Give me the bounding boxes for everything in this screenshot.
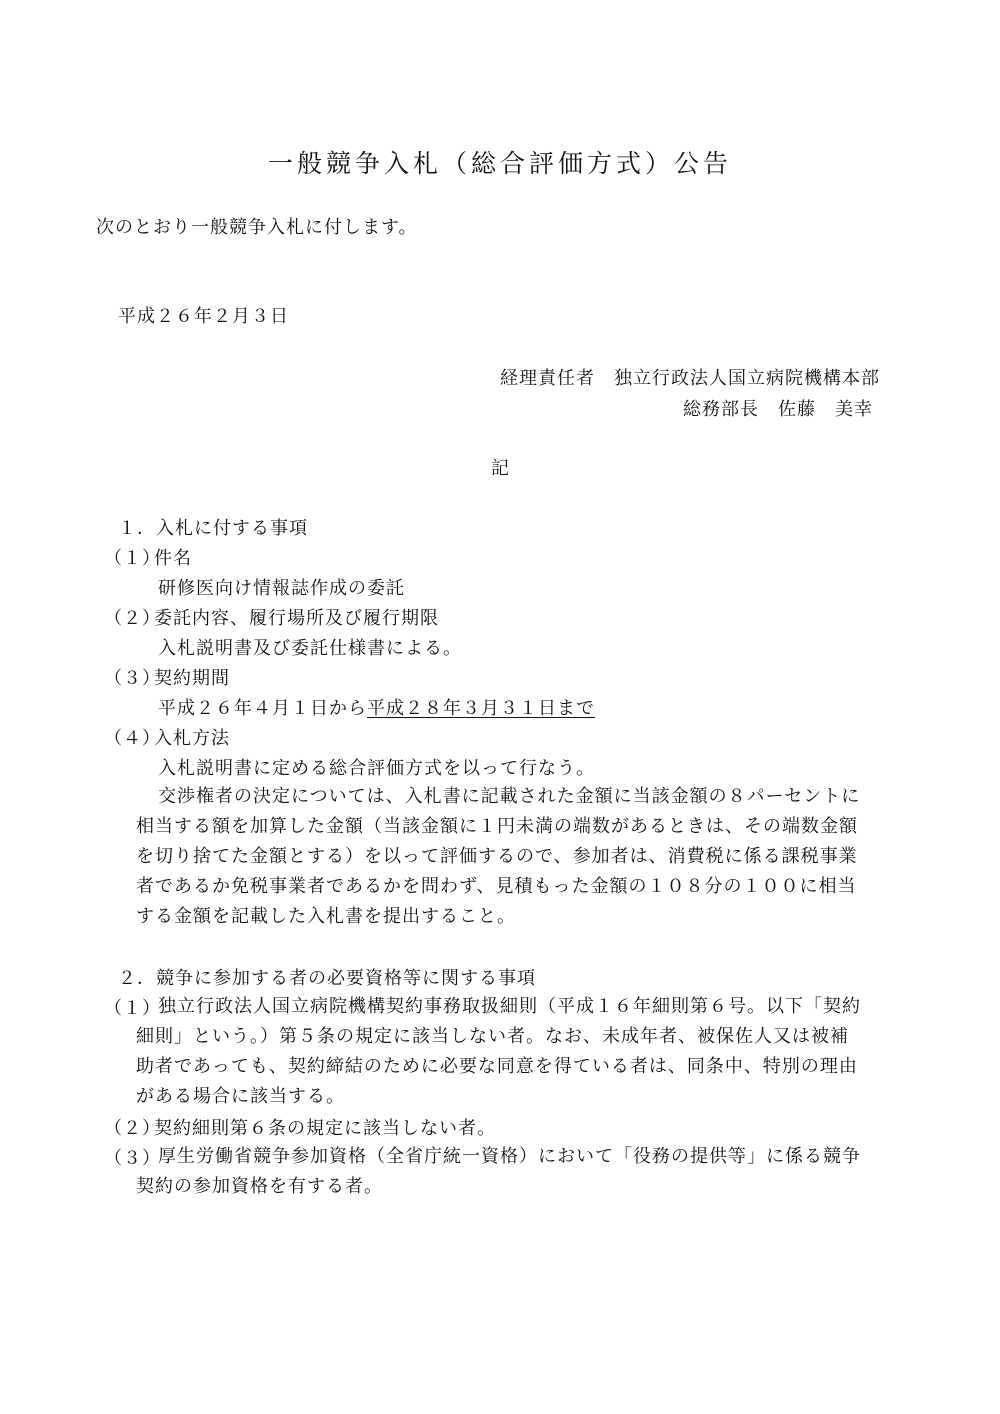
s2-item1-line: 細則」という。）第５条の規定に該当しない者。なお、未成年者、被保佐人又は被補 [136, 1026, 849, 1047]
s2-item2 [104, 1116, 496, 1142]
s2-item3-num: （３） [104, 1148, 161, 1169]
s1-item2-label: 委託内容、履行場所及び履行期限 [154, 608, 439, 629]
s2-item3-line: 厚生労働省競争参加資格（全省庁統一資格）において「役務の提供等」に係る競争 [158, 1146, 861, 1167]
s1-item4-header [104, 726, 230, 752]
s1-item4-body2-line: する金額を記載した入札書を提出すること。 [136, 906, 516, 927]
s1-item3-label: 契約期間 [154, 668, 230, 689]
document-title: 一般競争入札（総合評価方式）公告 [267, 149, 732, 178]
s1-item4-body2-line: を切り捨てた金額とする）を以って評価するので、参加者は、消費税に係る課税事業 [136, 846, 858, 867]
s1-item3-num: （３） [104, 668, 161, 689]
section2-heading: ２．競争に参加する者の必要資格等に関する事項 [118, 968, 536, 989]
s1-item2-header [104, 606, 439, 632]
s2-item2-num: （２） [104, 1118, 161, 1139]
issuer-line-2: 総務部長 佐藤 美幸 [683, 399, 873, 420]
s1-item4-num: （４） [104, 728, 161, 749]
section1-heading: １．入札に付する事項 [118, 518, 308, 539]
s2-item1-body [136, 992, 911, 1112]
s1-item4-body2-line: 交渉権者の決定については、入札書に記載された金額に当該金額の８パーセントに [158, 786, 861, 807]
s2-item1-line: がある場合に該当する。 [136, 1086, 345, 1107]
s1-item2-body: 入札説明書及び委託仕様書による。 [158, 638, 462, 659]
s1-item4-body1: 入札説明書に定める総合評価方式を以って行なう。 [158, 758, 595, 779]
s2-item3-body [136, 1142, 911, 1202]
s1-item4-body2-line: 相当する額を加算した金額（当該金額に１円未満の端数があるときは、その端数金額 [136, 816, 858, 837]
s1-item3-header [104, 666, 230, 692]
s1-item1-header [104, 546, 192, 572]
s2-item3-line: 契約の参加資格を有する者。 [136, 1176, 383, 1197]
s2-item1-line: 独立行政法人国立病院機構契約事務取扱細則（平成１６年細則第６号。以下「契約 [158, 996, 861, 1017]
contract-period-start: 平成２６年４月１日から [158, 698, 367, 719]
s1-item1-num: （１） [104, 548, 161, 569]
s1-item4-body2 [136, 782, 906, 932]
s1-item3-body [158, 696, 595, 722]
notice-date: 平成２６年２月３日 [118, 306, 289, 327]
ki-mark: 記 [491, 458, 510, 479]
issuer-line-1: 経理責任者 独立行政法人国立病院機構本部 [500, 368, 880, 389]
s1-item4-body2-line: 者であるか免税事業者であるかを問わず、見積もった金額の１０８分の１００に相当 [136, 876, 857, 897]
intro-text: 次のとおり一般競争入札に付します。 [96, 217, 418, 238]
s2-item1-num: （１） [104, 998, 161, 1019]
s1-item2-num: （２） [104, 608, 161, 629]
s1-item4-label: 入札方法 [154, 728, 230, 749]
s2-item1-line: 助者であっても、契約締結のために必要な同意を得ている者は、同条中、特別の理由 [136, 1056, 858, 1077]
s2-item2-text: 契約細則第６条の規定に該当しない者。 [154, 1118, 496, 1139]
s1-item1-label: 件名 [154, 548, 192, 569]
contract-period-end: 平成２８年３月３１日まで [367, 698, 595, 719]
s1-item1-body: 研修医向け情報誌作成の委託 [158, 578, 405, 599]
